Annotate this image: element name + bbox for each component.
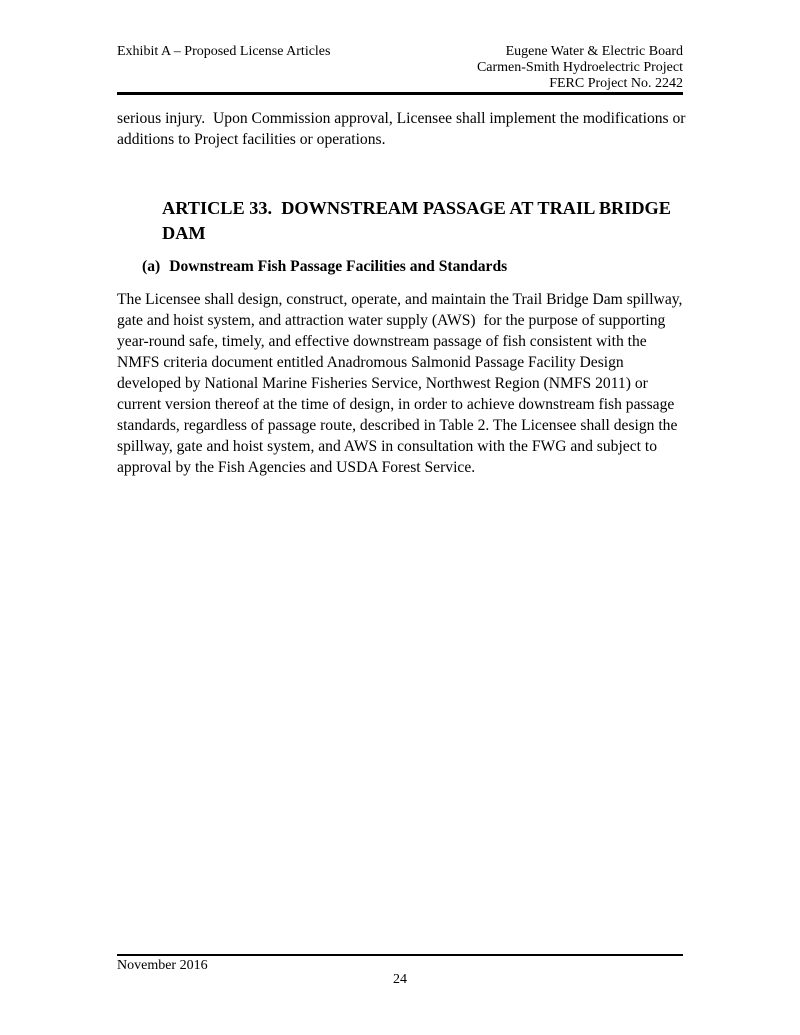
continuation-paragraph: serious injury. Upon Commission approval, Licensee shall implement the modifications or additions to Project facilities or operations. — [117, 110, 690, 148]
section-title: Downstream Fish Passage Facilities and Standards — [169, 258, 508, 275]
header-org-line-board: Eugene Water & Electric Board — [505, 44, 683, 59]
header-org-line-ferc: FERC Project No. 2242 — [549, 76, 683, 92]
header-rule — [117, 92, 683, 95]
article-heading: ARTICLE 33. DOWNSTREAM PASSAGE AT TRAIL BRIDGE DAM — [162, 198, 676, 243]
section-label: (a) — [142, 258, 161, 275]
header-exhibit-label: Exhibit A – Proposed License Articles — [117, 44, 331, 59]
body-paragraph: The Licensee shall design, construct, operate, and maintain the Trail Bridge Dam spillway, gate and hoist system, and attraction water supply (AWS) for the purpose of supporting year-round safe, timely, and effective downstream passage of fish consistent with the NMFS criteria document entitled Anadromous Salmonid Passage Facility Design developed by National Marine Fisheries Service, Northwest Region (NMFS 2011) or current version thereof at the time of design, in order to achieve downstream fish passage standards, regardless of passage route, described in Table 2. The Licensee shall design the spillway, gate and hoist system, and AWS in consultation with the FWG and subject to approval by the Fish Agencies and USDA Forest Service. — [117, 291, 687, 476]
footer-rule — [117, 954, 683, 956]
page-number: 24 — [393, 972, 407, 987]
header-org-block — [477, 44, 683, 93]
section-heading — [142, 257, 507, 276]
footer-date: November 2016 — [117, 958, 208, 973]
header-org-line-project: Carmen-Smith Hydroelectric Project — [476, 60, 683, 76]
